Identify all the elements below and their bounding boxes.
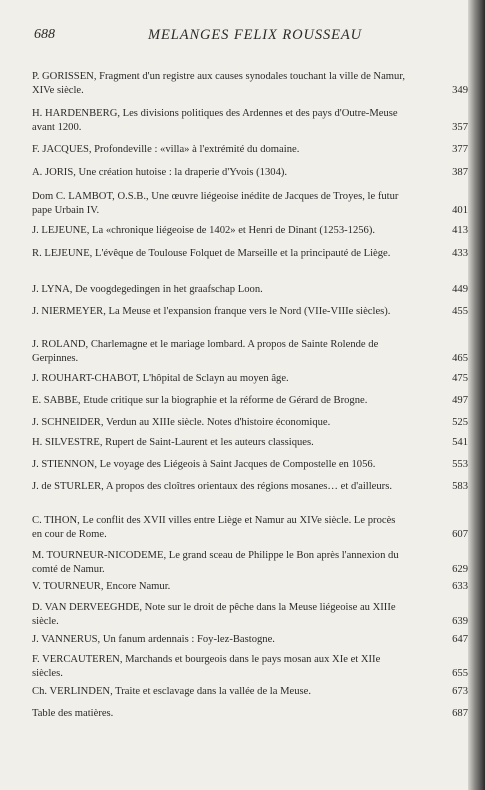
toc-entry-text: Ch. VERLINDEN, Traite et esclavage dans la vallée de la Meuse.: [32, 686, 311, 697]
toc-entry: [32, 70, 468, 97]
running-title: MELANGES FELIX ROUSSEAU: [148, 27, 363, 43]
toc-entry: [32, 707, 468, 721]
toc-entry-text: J. LEJEUNE, La «chronique liégeoise de 1402» et Henri de Dinant (1253-1256).: [32, 225, 376, 236]
toc-entry-page: 639: [452, 615, 468, 627]
toc-entry-page: 687: [452, 708, 468, 719]
toc-entry: [32, 338, 468, 365]
toc-entry: [32, 283, 468, 297]
toc-entry-text: F. VERCAUTEREN, Marchands et bourgeois dans le pays mosan aux XIe et XIIe siècles.: [32, 654, 381, 679]
toc-entry-text: A. JORIS, Une création hutoise : la draperie d'Yvois (1304).: [32, 167, 288, 178]
toc-entry-page: 449: [452, 284, 468, 295]
toc-entry-page: 673: [452, 686, 468, 697]
page-header: [0, 27, 472, 49]
toc-entry: [32, 305, 468, 319]
toc-entry-page: 553: [452, 459, 468, 470]
toc-entry-page: 475: [452, 373, 468, 384]
toc-entry-page: 433: [452, 248, 468, 259]
toc-entry: [32, 166, 468, 180]
toc-entry: [32, 107, 468, 134]
toc-entry: [32, 480, 468, 494]
toc-entry-text: J. SCHNEIDER, Verdun au XIIIe siècle. Notes d'histoire économique.: [32, 417, 331, 428]
toc-entry-page: 541: [452, 437, 468, 448]
toc-entry: [32, 224, 468, 238]
toc-entry: [32, 580, 468, 594]
toc-entry-page: 413: [452, 225, 468, 236]
toc-entry: [32, 601, 468, 628]
toc-entry-page: 633: [452, 581, 468, 592]
toc-entry-text: J. LYNA, De voogdegedingen in het graafschap Loon.: [32, 284, 263, 295]
toc-entry-page: 497: [452, 395, 468, 406]
toc-entry: [32, 394, 468, 408]
toc-entry-text: F. JACQUES, Profondeville : «villa» à l'extrémité du domaine.: [32, 144, 300, 155]
toc-entry-text: V. TOURNEUR, Encore Namur.: [32, 581, 171, 592]
toc-entry-text: Dom C. LAMBOT, O.S.B., Une œuvre liégeoise inédite de Jacques de Troyes, le futur pape Urbain IV.: [32, 191, 399, 216]
toc-entry-text: J. VANNERUS, Un fanum ardennais : Foy-lez-Bastogne.: [32, 634, 275, 645]
toc-entry: [32, 190, 468, 217]
toc-entry-text: P. GORISSEN, Fragment d'un registre aux causes synodales touchant la ville de Namur, XIVe siècle.: [32, 71, 406, 96]
toc-entry-page: 465: [452, 352, 468, 364]
toc-entry: [32, 247, 468, 261]
toc-entry-text: H. HARDENBERG, Les divisions politiques des Ardennes et des pays d'Outre-Meuse avant 1200.: [32, 108, 398, 133]
toc-entry-page: 387: [452, 167, 468, 178]
toc-entry-page: 607: [452, 528, 468, 540]
toc-entry-page: 349: [452, 84, 468, 96]
toc-entry-text: R. LEJEUNE, L'évêque de Toulouse Folquet de Marseille et la principauté de Liège.: [32, 248, 391, 259]
toc-entry: [32, 436, 468, 450]
toc-entry-text: J. STIENNON, Le voyage des Liégeois à Saint Jacques de Compostelle en 1056.: [32, 459, 376, 470]
page-edge-shadow: [468, 0, 485, 790]
toc-entry-text: J. ROUHART-CHABOT, L'hôpital de Sclayn au moyen âge.: [32, 373, 289, 384]
toc-entry-page: 377: [452, 144, 468, 155]
toc-entry: [32, 653, 468, 680]
toc-entry: [32, 633, 468, 647]
toc-entry-text: D. VAN DERVEEGHDE, Note sur le droit de pêche dans la Meuse liégeoise au XIIIe siècle.: [32, 602, 396, 627]
toc-entry-page: 401: [452, 204, 468, 216]
page-number: 688: [34, 27, 55, 42]
toc-entry-page: 583: [452, 481, 468, 492]
toc-entry: [32, 143, 468, 157]
toc-entry-text: J. ROLAND, Charlemagne et le mariage lombard. A propos de Sainte Rolende de Gerpinnes.: [32, 339, 379, 364]
toc-entry: [32, 458, 468, 472]
toc-entry-page: 655: [452, 667, 468, 679]
toc-entry: [32, 416, 468, 430]
toc-entry-text: Table des matières.: [32, 708, 114, 719]
toc-entry: [32, 514, 468, 541]
toc-entry-text: J. NIERMEYER, La Meuse et l'expansion franque vers le Nord (VIIe-VIIIe siècles).: [32, 306, 391, 317]
toc-entry-text: C. TIHON, Le conflit des XVII villes entre Liège et Namur au XIVe siècle. Le procès en cour de Rome.: [32, 515, 396, 540]
toc-entry-text: J. de STURLER, A propos des cloîtres orientaux des régions mosanes… et d'ailleurs.: [32, 481, 392, 492]
toc-entry: [32, 549, 468, 576]
toc-entry: [32, 685, 468, 699]
toc-entry-text: M. TOURNEUR-NICODEME, Le grand sceau de Philippe le Bon après l'annexion du comté de Namur.: [32, 550, 399, 575]
toc-entry-text: E. SABBE, Etude critique sur la biographie et la réforme de Gérard de Brogne.: [32, 395, 368, 406]
toc-entry-page: 455: [452, 306, 468, 317]
toc-entry: [32, 372, 468, 386]
toc-entry-page: 647: [452, 634, 468, 645]
toc-entry-text: H. SILVESTRE, Rupert de Saint-Laurent et les auteurs classiques.: [32, 437, 314, 448]
toc-entry-page: 629: [452, 563, 468, 575]
toc-entry-page: 357: [452, 121, 468, 133]
toc-entry-page: 525: [452, 417, 468, 428]
